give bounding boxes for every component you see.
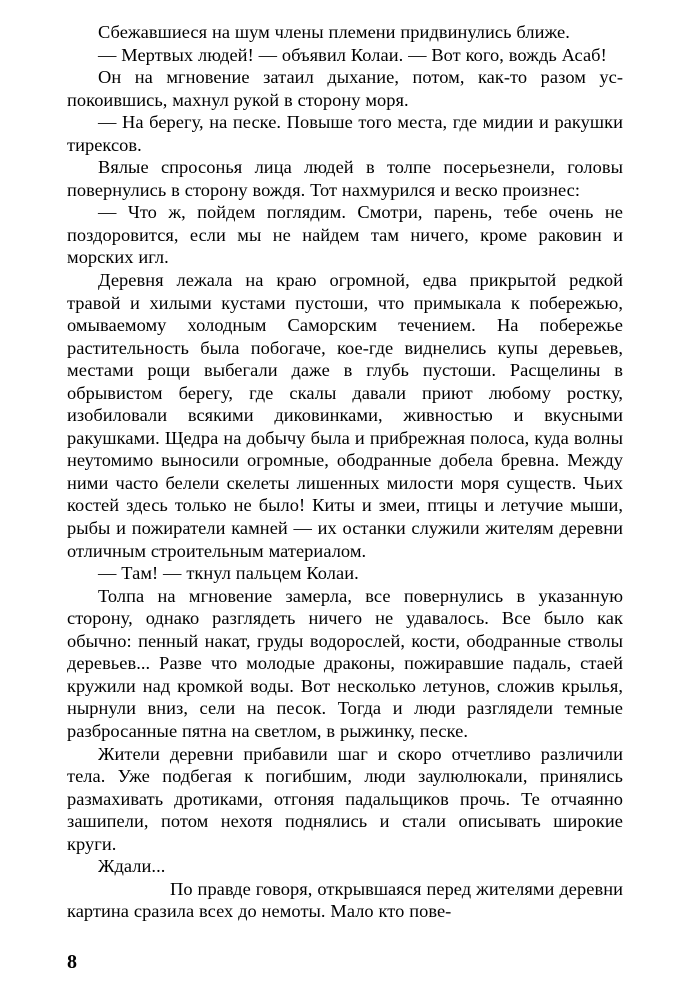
body-text-column [67,21,623,923]
paragraph: — Там! — ткнул пальцем Колаи. [98,563,359,584]
paragraph: Жители деревни прибавили шаг и скоро отчетливо различили тела. Уже подбегая к погибшим, люди заулюлюкали, принялись размахивать дротиками, отгоняя падальщиков прочь. Те отчаянно зашипели, потом нехотя поднялись и стали описывать широкие круги. [67,743,623,854]
paragraph: — Что ж, пойдем поглядим. Смотри, парень, тебе очень не поздоровится, если мы не найдем там ничего, кроме раковин и морских игл. [67,202,623,268]
paragraph: — На берегу, на песке. Повыше того места, где мидии и ракушки тирексов. [67,112,623,155]
paragraph: Вялые спросонья лица людей в толпе посерьезнели, головы повернулись в сторону вождя. Тот нахмурился и веско произнес: [67,157,623,200]
paragraph: Деревня лежала на краю огромной, едва прикрытой редкой травой и хилыми кустами пустоши, что примыкала к побережью, омываемому холодным Саморским течением. На побережье растительность была побогаче, кое-где виднелись купы деревьев, местами рощи выбегали даже в глубь пустоши. Расщелины в обрывистом берегу, где скалы давали приют любому ростку, изобиловали всякими диковинками, живностью и вкусными ракушками. Щедра на добычу была и прибрежная полоса, куда волны неутомимо выносили огромные, ободранные добела бревна. Между ними часто белели скелеты лишенных милости моря существ. Чьих костей здесь только не было! Киты и змеи, птицы и летучие мыши, рыбы и пожиратели камней — их останки служили жителям деревни отличным строительным материалом. [67,270,623,561]
paragraph: Сбежавшиеся на шум члены племени придвинулись ближе. [98,22,570,42]
paragraph: Он на мгновение затаил дыхание, потом, как-то разом успокоившись, махнул рукой в сторону моря. [67,67,623,110]
paragraph: Толпа на мгновение замерла, все повернулись в указанную сторону, однако разглядеть ничего не удавалось. Все было как обычно: пенный накат, груды водорослей, кости, ободранные стволы деревьев... Разве что молодые драконы, пожиравшие падаль, стаей кружили над кромкой воды. Вот несколько летунов, сложив крылья, нырнули вниз, сели на песок. Тогда и люди разглядели темные разбросанные пятна на светлом, в рыжинку, песке. [67,585,623,741]
paragraph-section-open: По правде говоря, открывшаяся перед жителями деревни картина сразила всех до немоты. Мало кто пове- [67,878,623,922]
paragraph: — Мертвых людей! — объявил Колаи. — Вот кого, вождь Асаб! [98,44,607,65]
paragraph: Ждали... [98,856,166,877]
page-number: 8 [67,951,77,973]
